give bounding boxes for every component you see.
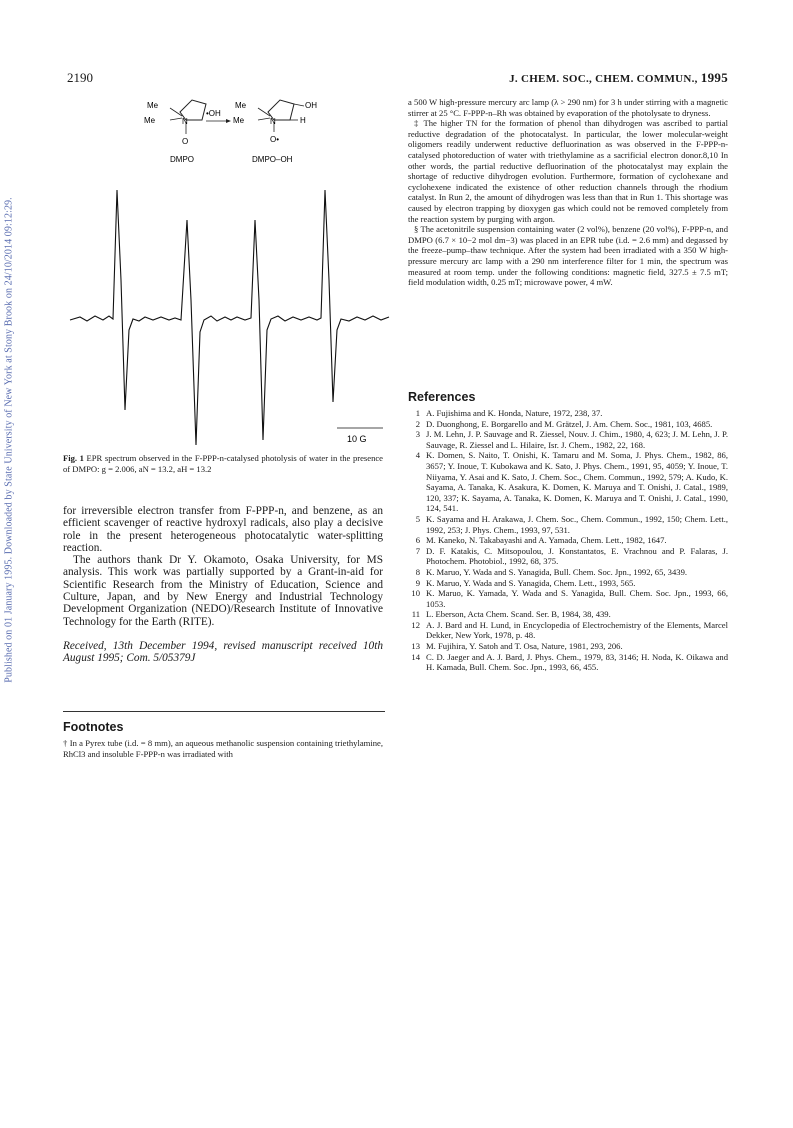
reference-text: D. Duonghong, E. Borgarello and M. Grätzel, J. Am. Chem. Soc., 1981, 103, 4685. (426, 418, 713, 429)
journal-header (509, 70, 728, 86)
reference-item (408, 514, 728, 535)
dmpo-label: DMPO (170, 155, 194, 164)
download-watermark (2, 180, 16, 700)
reference-text: J. M. Lehn, J. P. Sauvage and R. Ziessel, Nouv. J. Chim., 1980, 4, 623; J. M. Lehn, J. P. Sauvage, R. Ziessel and L. Hilaire, Isr. J. Chem., 1982, 22, 168. (426, 429, 728, 450)
reference-number: 12 (411, 619, 420, 630)
reference-text: K. Domen, S. Naito, T. Onishi, K. Tamaru and M. Soma, J. Phys. Chem., 1982, 86, 3657; Y. Inoue, T. Kubokawa and K. Sato, J. Phys. Chem., 1991, 95, 4059; Y. Inoue, T. Niiyama, Y. Asai and K. Sato, J. Chem. Soc., Chem. Commun., 1992, 579; A. Kudo, K. Sayama, A. Tanaka, K. Asakura, K. Domen, K. Maruya and T. Onishi, J. Catal., 1989, 120, 337; K. Sayama, A. Tanaka, K. Domen, K. Maruya and T. Onishi, J. Catal., 1990, 124, 541. (426, 450, 728, 514)
references-section (408, 390, 728, 673)
reference-item (408, 408, 728, 419)
dmpo-oh-h: H (300, 116, 306, 125)
journal-name: J. CHEM. SOC., CHEM. COMMUN., (509, 73, 698, 85)
dmpo-me-top: Me (147, 101, 159, 110)
body-paragraph-acknowledgements: The authors thank Dr Y. Okamoto, Osaka University, for MS analysis. This work was partially supported by a Grant-in-aid for Scientific Research from the Ministry of Education, Science and Culture, Japan, and by New Energy and Industrial Technology Development Organization (NEDO)/Research Institute of Innovative Technology for the Earth (RITE). (63, 554, 383, 628)
reference-item (408, 429, 728, 450)
reference-item (408, 588, 728, 609)
footnote-3: § The acetonitrile suspension containing water (2 vol%), benzene (20 vol%), F-PPP-n, and DMPO (6.7 × 10−2 mol dm−3) was placed in an EPR tube (i.d. = 2.6 mm) and degassed by the freeze–pump–thaw technique. After the system had been irradiated with a 350 W high-pressure mercury arc lamp with a 290 nm interference filter for 1 min, the spectrum was measured at room temp. under the following conditions: magnetic field, 327.5 ± 7.5 mT; field modulation width, 0.25 mT; microwave power, 4 mW. (408, 224, 728, 288)
right-column (408, 97, 728, 288)
dmpo-me-bottom: Me (144, 116, 156, 125)
reference-number: 4 (415, 450, 420, 461)
footnote-1: † In a Pyrex tube (i.d. = 8 mm), an aqueous methanolic suspension containing triethylamine, RhCl3 and insoluble F-PPP-n was irradiated with (63, 738, 383, 759)
reference-text: M. Fujihira, Y. Satoh and T. Osa, Nature, 1981, 293, 206. (426, 641, 623, 652)
reference-text: A. J. Bard and H. Lund, in Encyclopedia of Electrochemistry of the Elements, Marcel Dekker, New York, 1978, p. 48. (426, 619, 728, 641)
reference-item (408, 620, 728, 641)
reference-number: 2 (415, 418, 420, 429)
reference-list (408, 408, 728, 673)
reference-text: K. Maruo, K. Yamada, Y. Wada and S. Yanagida, Bull. Chem. Soc. Jpn., 1993, 66, 1053. (426, 588, 728, 609)
dmpo-oh-label: DMPO–OH (252, 155, 293, 164)
reference-number: 13 (411, 641, 420, 652)
reagent-label: •OH (206, 109, 221, 118)
reference-number: 14 (411, 651, 420, 662)
figure-caption (63, 453, 383, 474)
dmpo-oh-oradical: O• (270, 135, 280, 144)
reference-item (408, 652, 728, 673)
reference-item (408, 567, 728, 578)
reference-number: 1 (415, 408, 420, 418)
dmpo-oh-oh: OH (305, 101, 317, 110)
epr-spectrum (65, 180, 395, 450)
reference-number: 3 (415, 429, 420, 440)
reference-text: K. Sayama and H. Arakawa, J. Chem. Soc., Chem. Commun., 1992, 150; Chem. Lett., 1992, 253; J. Phys. Chem., 1993, 97, 531. (426, 513, 728, 535)
footnotes-heading: Footnotes (63, 720, 124, 734)
reaction-scheme (140, 92, 340, 170)
reference-number: 9 (415, 577, 420, 588)
reference-text: M. Kaneko, N. Takabayashi and A. Yamada, Chem. Lett., 1982, 1647. (426, 535, 667, 546)
reference-number: 6 (415, 535, 420, 546)
caption-label: Fig. 1 (63, 453, 84, 463)
body-text-left (63, 505, 383, 665)
reference-text: L. Eberson, Acta Chem. Scand. Ser. B, 1984, 38, 439. (426, 609, 611, 620)
reference-number: 7 (415, 545, 420, 556)
caption-text: EPR spectrum observed in the F-PPP-n-catalysed photolysis of water in the presence of DMPO: g = 2.006, aN = 13.2, aH = 13.2 (63, 453, 383, 474)
references-heading: References (408, 390, 476, 404)
reference-text: K. Maruo, Y. Wada and S. Yanagida, Chem. Lett., 1993, 565. (426, 577, 636, 588)
dmpo-o: O (182, 137, 189, 146)
reference-number: 11 (411, 609, 420, 620)
reference-item (408, 546, 728, 567)
reference-item (408, 419, 728, 430)
page-number: 2190 (67, 70, 93, 85)
reference-item (408, 641, 728, 652)
footnotes-section (63, 720, 383, 759)
reference-text: A. Fujishima and K. Honda, Nature, 1972, 238, 37. (426, 408, 603, 418)
download-watermark-text: Published on 01 January 1995. Downloaded by State University of New York at Stony Brook on 24/10/2014 09:12:29. (3, 197, 15, 683)
footnote-1-continued: a 500 W high-pressure mercury arc lamp (λ > 290 nm) for 3 h under stirring with a magnetic stirrer at 25 °C. F-PPP-n–Rh was obtained by evaporation of the photolysate to dryness. (408, 97, 728, 118)
reference-text: C. D. Jaeger and A. J. Bard, J. Phys. Chem., 1979, 83, 3146; H. Noda, K. Oikawa and H. Kamada, Bull. Chem. Soc. Jpn., 1993, 66, 455. (426, 651, 728, 673)
reference-item (408, 609, 728, 620)
dmpo-n: N (182, 117, 188, 126)
epr-trace (70, 190, 389, 445)
reference-number: 10 (411, 588, 420, 599)
dmpo-oh-me-top: Me (235, 101, 247, 110)
scale-label: 10 G (347, 434, 367, 444)
received-line: Received, 13th December 1994, revised manuscript received 10th August 1995; Com. 5/05379J (63, 639, 383, 665)
dmpo-oh-n: N (270, 117, 276, 126)
reference-number: 8 (415, 566, 420, 577)
reference-item (408, 578, 728, 589)
reference-item (408, 535, 728, 546)
footnote-divider (63, 711, 385, 712)
reference-item (408, 450, 728, 514)
footnote-2: ‡ The higher TN for the formation of phenol than dihydrogen was ascribed to partial reductive degradation of the photocatalyst. In particular, the lower molecular-weight oligomers readily underwent reductive defluorination as was observed in the F-PPP-n-catalysed photoreduction of water with triethylamine as a sacrificial electron donor.8,10 In other words, the partial reductive defluorination of the photocatalyst may explain the shortage of reductive dihydrogen evolution. Furthermore, formation of cyclohexane and cyclohexene indicated the existence of other reduction channels through the rhodium catalyst. In Run 2, the amount of dihydrogen was less than that in Run 1. This shortage was caused by electron trapping by dioxygen gas which could not be removed completely from the reaction system by purging with argon. (408, 118, 728, 224)
body-paragraph-1: for irreversible electron transfer from F-PPP-n, and benzene, as an efficient scavenger of reactive hydroxyl radicals, also play a decisive role in the present heterogeneous photocatalytic water-splitting reaction. (63, 505, 383, 554)
journal-year: 1995 (700, 70, 728, 85)
reference-text: D. F. Katakis, C. Mitsopoulou, J. Konstantatos, E. Vrachnou and P. Falaras, J. Photochem. Photobiol., 1992, 68, 375. (426, 545, 728, 567)
reference-text: K. Maruo, Y. Wada and S. Yanagida, Bull. Chem. Soc. Jpn., 1992, 65, 3439. (426, 566, 688, 577)
reference-number: 5 (415, 513, 420, 524)
dmpo-oh-me-bottom: Me (233, 116, 245, 125)
